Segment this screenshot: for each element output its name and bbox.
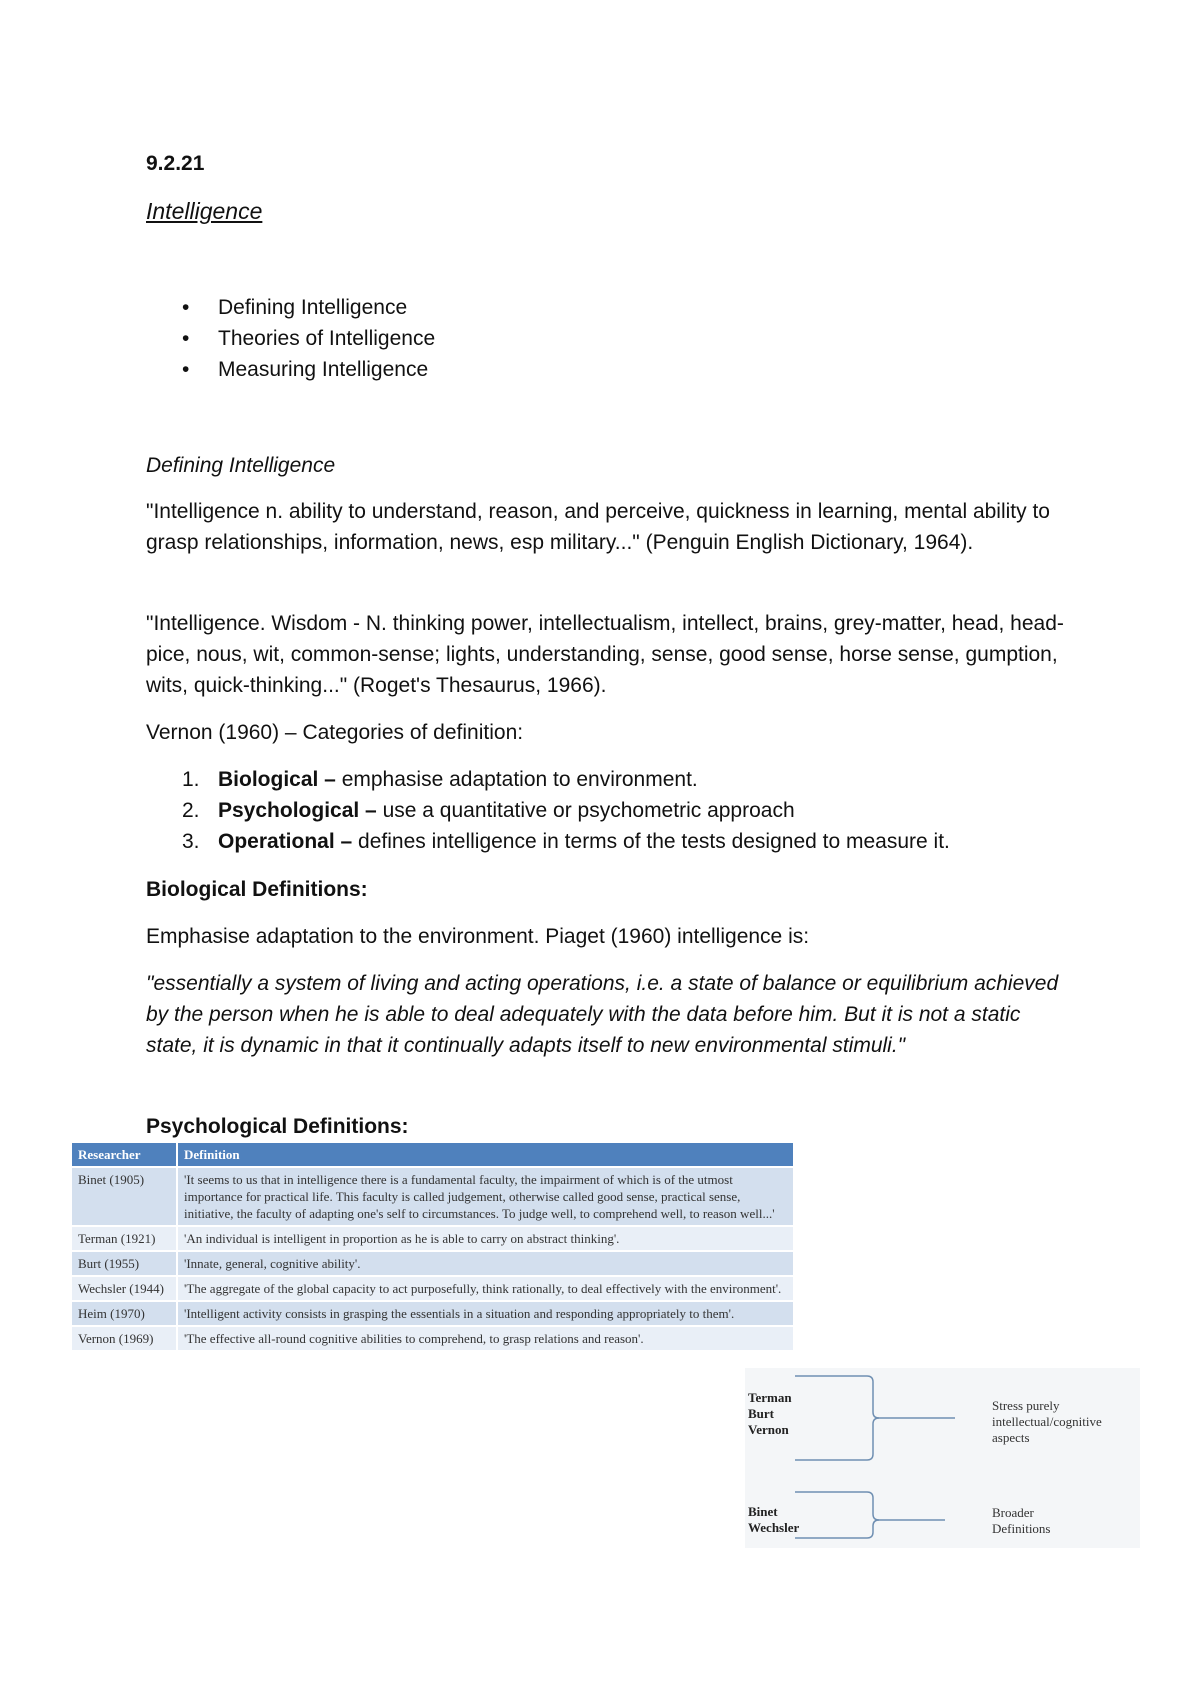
list-item [146, 764, 950, 795]
category-term: Operational – [218, 830, 353, 853]
list-item: • Measuring Intelligence [146, 354, 435, 385]
date-heading: 9.2.21 [146, 152, 205, 175]
bracket-lines [745, 1368, 1140, 1548]
researcher-cell: Burt (1955) [72, 1251, 177, 1276]
list-number: 1. [182, 768, 200, 791]
vernon-categories-intro: Vernon (1960) – Categories of definition: [146, 721, 524, 744]
dictionary-quote: "Intelligence n. ability to understand, reason, and perceive, quickness in learning, mental ability to grasp relationships, information, news, esp military..." (Penguin English Dictionary, 1964). [146, 500, 1050, 554]
researcher-cell: Binet (1905) [72, 1167, 177, 1226]
table-row [72, 1226, 794, 1251]
column-header: Researcher [72, 1143, 177, 1167]
researcher-name: Wechsler [748, 1520, 800, 1535]
list-item: • Theories of Intelligence [146, 323, 435, 354]
label-line: intellectual/cognitive [992, 1414, 1102, 1429]
label-line: aspects [992, 1430, 1030, 1445]
researcher-name: Vernon [748, 1422, 789, 1437]
definition-cell: 'Innate, general, cognitive ability'. [177, 1251, 794, 1276]
label-line: Stress purely [992, 1398, 1060, 1413]
section-heading-defining: Defining Intelligence [146, 454, 336, 477]
researcher-name: Terman [748, 1390, 792, 1405]
list-item [146, 795, 950, 826]
table-row [72, 1276, 794, 1301]
category-term: Psychological – [218, 799, 377, 822]
biological-intro: Emphasise adaptation to the environment. Piaget (1960) intelligence is: [146, 925, 810, 948]
category-text: defines intelligence in terms of the tests designed to measure it. [352, 830, 950, 853]
categories-list [146, 764, 950, 857]
page-title: Intelligence [146, 198, 263, 224]
definition-cell: 'The aggregate of the global capacity to act purposefully, think rationally, to deal effectively with the environment'. [177, 1276, 794, 1301]
list-number: 2. [182, 799, 200, 822]
definition-cell: 'The effective all-round cognitive abilities to comprehend, to grasp relations and reason'. [177, 1326, 794, 1350]
researcher-cell: Wechsler (1944) [72, 1276, 177, 1301]
researcher-name: Binet [748, 1504, 778, 1519]
definition-cell: 'Intelligent activity consists in grasping the essentials in a situation and responding appropriately to them'. [177, 1301, 794, 1326]
definition-cell: 'An individual is intelligent in proportion as he is able to carry on abstract thinking'. [177, 1226, 794, 1251]
label-line: Broader [992, 1505, 1034, 1520]
section-heading-biological: Biological Definitions: [146, 878, 368, 901]
list-item: • Defining Intelligence [146, 292, 435, 323]
definition-grouping-diagram [745, 1368, 1140, 1548]
group1-label [992, 1398, 1102, 1446]
category-text: use a quantitative or psychometric approach [376, 799, 795, 822]
table-row [72, 1326, 794, 1350]
group2-label [992, 1505, 1051, 1537]
researcher-cell: Heim (1970) [72, 1301, 177, 1326]
definition-cell: 'It seems to us that in intelligence there is a fundamental faculty, the impairment of which is of the utmost importance for practical life. This faculty is called judgement, otherwise called good sense, practical sense, initiative, the faculty of adapting one's self to circumstances. To judge well, to comprehend well, to reason well...' [177, 1167, 794, 1226]
researcher-name: Burt [748, 1406, 774, 1421]
category-text: emphasise adaptation to environment. [335, 768, 698, 791]
list-item [146, 826, 950, 857]
piaget-quote: "essentially a system of living and acting operations, i.e. a state of balance or equilibrium achieved by the person when he is able to deal adequately with the data before him. But it is not a static state, it is dynamic in that it continually adapts itself to new environmental stimuli." [146, 972, 1059, 1057]
thesaurus-quote: "Intelligence. Wisdom - N. thinking power, intellectualism, intellect, brains, grey-matter, head, head-pice, nous, wit, common-sense; lights, understanding, sense, good sense, horse sense, gumption, wits, quick-thinking..." (Roget's Thesaurus, 1966). [146, 612, 1064, 697]
group1-names [748, 1390, 792, 1438]
section-heading-psychological: Psychological Definitions: [146, 1115, 409, 1138]
topics-list [146, 292, 435, 385]
column-header: Definition [177, 1143, 794, 1167]
table-row [72, 1251, 794, 1276]
category-term: Biological – [218, 768, 336, 791]
researcher-cell: Vernon (1969) [72, 1326, 177, 1350]
researcher-cell: Terman (1921) [72, 1226, 177, 1251]
table-row [72, 1167, 794, 1226]
label-line: Definitions [992, 1521, 1051, 1536]
group2-names [748, 1504, 799, 1536]
list-number: 3. [182, 830, 200, 853]
table-row [72, 1301, 794, 1326]
researcher-definitions-table [72, 1143, 795, 1350]
